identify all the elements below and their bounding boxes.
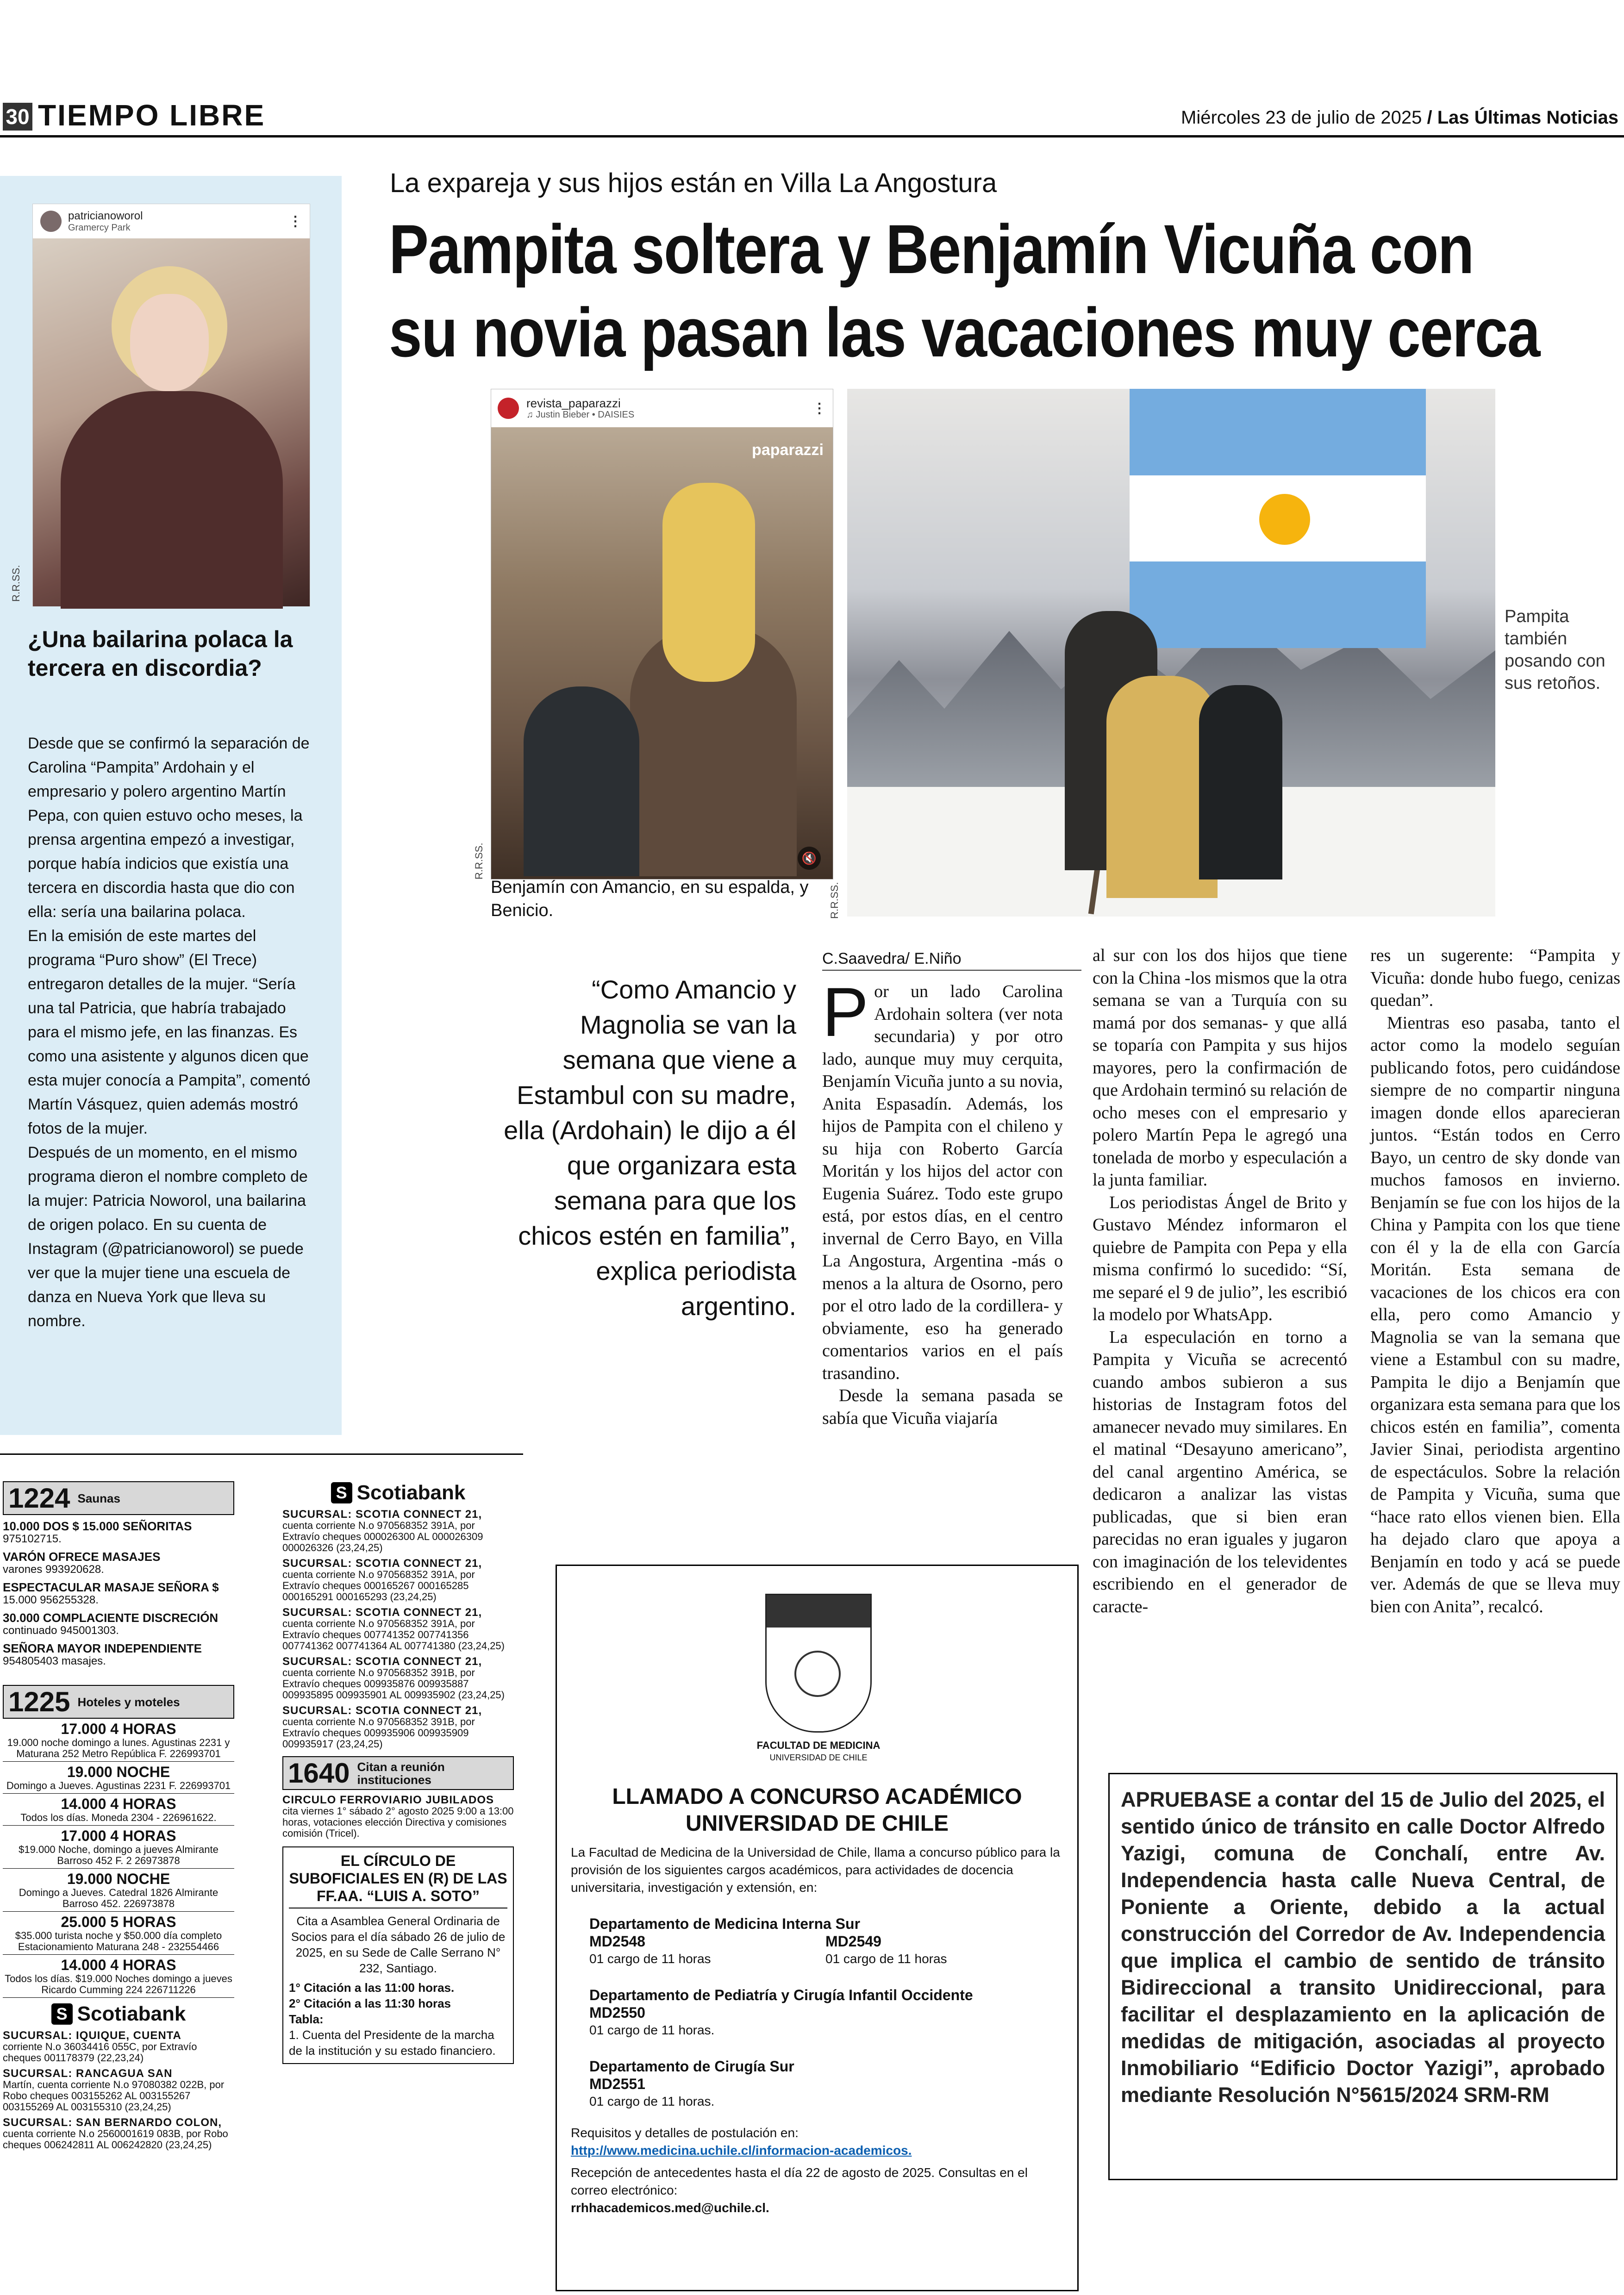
agenda-item: 1. Cuenta del Presidente de la marcha de la institución y su estado financiero. <box>289 2028 496 2058</box>
instagram-post-patricia <box>32 204 310 606</box>
scotiabank-icon: S <box>331 1482 352 1503</box>
instagram-post-paparazzi <box>491 389 833 879</box>
hotel-item: 19.000 NOCHE Domingo a Jueves. Catedral 1826 Almirante Barroso 452. 226973878 <box>3 1869 234 1912</box>
category-label: Citan a reunión instituciones <box>357 1759 445 1787</box>
photo-credit: R.R.SS. <box>829 882 840 919</box>
sidebar-title: ¿Una bailarina polaca la tercera en discordia? <box>28 626 293 681</box>
newspaper-name: Las Últimas Noticias <box>1437 107 1618 128</box>
issue-date: Miércoles 23 de julio de 2025 <box>1181 107 1422 128</box>
contact-email[interactable]: rrhhacademicos.med@uchile.cl. <box>571 2201 769 2215</box>
hotel-item: 14.000 4 HORAS Todos los días. $19.000 Noches domingo a jueves Ricardo Cumming 224 226711226 <box>3 1955 234 1998</box>
position-code: MD2551 <box>589 2076 645 2092</box>
hotel-item: 17.000 4 HORAS 19.000 noche domingo a lunes. Agustinas 2231 y Maturana 252 Metro República F. 226993701 <box>3 1719 234 1762</box>
bank-notice: SUCURSAL: SCOTIA CONNECT 21, cuenta corriente N.o 970568352 391A, por Extravío cheques 000165267 000165285 000165291 000165293 (23,24,25) <box>282 1557 482 1603</box>
avatar <box>40 211 62 232</box>
department: Departamento de Cirugía Sur <box>589 2058 794 2075</box>
category-header <box>3 1685 234 1719</box>
article-paragraph: Mientras eso pasaba, tanto el actor como la modelo seguían publicando fotos, pero cuidándose siempre de no compartir ninguna imagen donde ellos aparecieran juntos. “Están todos en Cerro Bayo, un centro de sky donde van muchos famosos en invierno. Benjamín se fue con los hijos de la China y Pampita con los que tiene con él y la de ella con García Moritán. Esta semana de vacaciones de los chicos era con ella, pero como Amancio y Magnolia se van la semana que viene a Estambul con su madre, Pampita le dijo a Benjamín que organizara esta semana para que los chicos estén en familia”, comenta Javier Sinai, periodista argentino de espectáculos. Sobre la relación de Pampita y Vicuña, suma que “hace rato ellos vienen bien. Ella ha dejado claro que apoya a Benjamín en todo y acá se puede ver. Además de que se lleva muy bien con Anita”, recalcó. <box>1370 1013 1620 1616</box>
scotiabank-logo: S Scotiabank <box>282 1481 514 1504</box>
headline-line: su novia pasan las vacaciones muy cerca <box>389 293 1540 371</box>
category-header <box>282 1756 514 1790</box>
position-detail: 01 cargo de 11 horas <box>589 1952 711 1966</box>
article-paragraph: res un sugerente: “Pampita y Vicuña: donde hubo fuego, cenizas quedan”. <box>1370 946 1620 1010</box>
more-options-icon: ⋮ <box>812 400 826 416</box>
faculty-crest-icon <box>765 1594 872 1733</box>
classified-item: SEÑORA MAYOR INDEPENDIENTE 954805403 masajes. <box>3 1641 202 1667</box>
article-kicker: La expareja y sus hijos están en Villa La Angostura <box>390 168 997 198</box>
category-number: 1225 <box>8 1686 70 1717</box>
vicuna-kids-photo <box>491 427 833 879</box>
agenda-label: Tabla: <box>289 2012 324 2026</box>
citation-1: 1° Citación a las 11:00 horas. <box>289 1981 455 1995</box>
patricia-photo <box>33 238 310 606</box>
byline: C.Saavedra/ E.Niño <box>822 950 1081 971</box>
header-rule <box>0 135 1624 137</box>
sidebar-paragraph: Después de un momento, en el mismo programa dieron el nombre completo de la mujer: Patricia Noworol, una bailarina de origen polaco. En su cuenta de Instagram (@patricianoworol) se puede ver que la mujer tiene una escuela de danza en Nueva York que lleva su nombre. <box>28 1144 308 1330</box>
classified-right-column <box>282 1481 514 2064</box>
hotel-item: 19.000 NOCHE Domingo a Jueves. Agustinas 2231 F. 226993701 <box>3 1762 234 1794</box>
dateline <box>1181 107 1618 128</box>
suboficiales-notice <box>282 1846 514 2064</box>
bank-notice: SUCURSAL: SCOTIA CONNECT 21, cuenta corriente N.o 970568352 391B, por Extravío cheques 009935876 009935887 009935895 009935901 AL 009935902 (23,24,25) <box>282 1655 505 1701</box>
sidebar-body <box>28 731 315 1333</box>
avatar <box>498 398 519 419</box>
category-header <box>3 1481 234 1515</box>
photo-credit: R.R.SS. <box>473 842 485 879</box>
requirements-label: Requisitos y detalles de postulación en: <box>571 2126 799 2140</box>
position-code: MD2548 <box>589 1933 645 1950</box>
bank-notice: SUCURSAL: SCOTIA CONNECT 21, cuenta corriente N.o 970568352 391A, por Extravío cheques 000026300 AL 000026309 000026326 (23,24,25) <box>282 1508 483 1553</box>
position-code: MD2550 <box>589 2004 645 2021</box>
watermark: paparazzi <box>752 441 824 459</box>
classified-1225 <box>3 1685 234 2155</box>
dateline-slash: / <box>1427 107 1432 128</box>
position-code: MD2549 <box>825 1933 881 1950</box>
position-detail: 01 cargo de 11 horas <box>825 1952 947 1966</box>
position-detail: 01 cargo de 11 horas. <box>589 2094 715 2108</box>
post-handle: revista_paparazzi <box>526 396 621 410</box>
mute-icon: 🔇 <box>798 847 821 870</box>
category-number: 1640 <box>288 1758 350 1789</box>
article-paragraph: or un lado Carolina Ardohain soltera (ver nota secundaria) y por otro lado, aunque muy muy cerquita, Benjamín Vicuña junto a su novia, Anita Espasadín. Además, los hijos de Pampita con el chileno y su hija con Roberto García Moritán y los hijos del actor con Eugenia Suárez. Todo este grupo está, por estos días, en el centro invernal de Cerro Bayo, en Villa La Angostura, Argentina -más o menos a la altura de Osorno, pero por el otro lado de la cordillera- y obviamente, eso ha generado comentarios varios en el país trasandino. <box>822 982 1063 1383</box>
classified-item: VARÓN OFRECE MASAJES varones 993920628. <box>3 1550 161 1576</box>
category-label: Hoteles y moteles <box>77 1695 180 1709</box>
post-music: ♫ Justin Bieber • DAISIES <box>526 409 635 420</box>
citation-2: 2° Citación a las 11:30 horas <box>289 1996 451 2010</box>
bank-notice: SUCURSAL: SCOTIA CONNECT 21, cuenta corriente N.o 970568352 391A, por Extravío cheques 007741352 007741356 007741362 007741364 AL 007741380 (23,24,25) <box>282 1606 505 1652</box>
traffic-notice: APRUEBASE a contar del 15 de Julio del 2025, el sentido único de tránsito en calle Doctor Alfredo Yazigi, comuna de Conchalí, entre Av. Independencia hasta calle Nueva Central, de Poniente a Oriente, debido a la actual construcción del Corredor de Av. Independencia que implica el cambio de sentido de tránsito Bidireccional a transito Unidireccional, para facilitar el desplazamiento en la aplicación de medidas de mitigación, asociadas al proyecto Inmobiliario “Edificio Doctor Yazigi”, aprobado mediante Resolución N°5615/2024 SRM-RM <box>1108 1773 1618 2180</box>
article-paragraph: Desde la semana pasada se sabía que Vicuña viajaría <box>822 1386 1063 1428</box>
ad-body <box>571 1844 1066 2217</box>
crest-label: FACULTAD DE MEDICINA UNIVERSIDAD DE CHILE <box>756 1740 881 1762</box>
category-label: Saunas <box>77 1491 120 1505</box>
photo-caption: Benjamín con Amancio, en su espalda, y Benicio. <box>491 878 809 920</box>
category-number: 1224 <box>8 1483 70 1514</box>
bank-notice: SUCURSAL: SCOTIA CONNECT 21, cuenta corriente N.o 970568352 391B, por Extravío cheques 009935906 009935909 009935917 (23,24,25) <box>282 1704 482 1750</box>
article-paragraph: Los periodistas Ángel de Brito y Gustavo Méndez informaron el quiebre de Pampita con Pepa y ella misma confirmó lo sucedido: “Sí, me separé el 9 de julio”, les escribió la modelo por WhatsApp. <box>1093 1192 1347 1324</box>
classified-item: 30.000 COMPLACIENTE DISCRECIÓN continuado 945001303. <box>3 1611 219 1637</box>
sidebar-paragraph: Desde que se confirmó la separación de Carolina “Pampita” Ardohain y el empresario y polero argentino Martín Pepa, con quien estuvo ocho meses, la prensa argentina empezó a investigar, porque había indicios que existía una tercera en discordia hasta que dio con ella: sería una bailarina polaca. <box>28 735 310 921</box>
classified-item: 10.000 DOS $ 15.000 SEÑORITAS 975102715. <box>3 1519 192 1545</box>
page-number: 30 <box>3 103 32 131</box>
hotel-item: 17.000 4 HORAS $19.000 Noche, domingo a jueves Almirante Barroso 452 F. 2 26973878 <box>3 1826 234 1869</box>
pampita-flag-photo <box>847 389 1495 917</box>
classified-item: ESPECTACULAR MASAJE SEÑORA $ 15.000 956255328. <box>3 1580 219 1606</box>
article-column-3 <box>1370 944 1620 1618</box>
university-ad <box>556 1565 1079 2291</box>
scotiabank-logo: S Scotiabank <box>3 2002 234 2026</box>
photo-caption: Pampita también posando con sus retoños. <box>1505 607 1605 693</box>
drop-cap: P <box>822 973 869 1051</box>
notice-title: EL CÍRCULO DE SUBOFICIALES EN (R) DE LAS FF.AA. “LUIS A. SOTO” <box>289 1852 507 1908</box>
ad-intro: La Facultad de Medicina de la Universidad de Chile, llama a concurso público para la provisión de los siguientes cargos académicos, para actividades de docencia universitaria, investigación y extensión, en: <box>571 1845 1060 1895</box>
article-paragraph: al sur con los dos hijos que tiene con la China -los mismos que la otra semana se van a Turquía con su mamá por dos semanas- y que allá se toparía con Pampita y sus hijos mayores, pero la confirmación de que Ardohain terminó su relación de ocho meses con el empresario y polero Martín Pepa le agregó una tonelada de morbo y especulación a la junta familiar. <box>1093 946 1347 1190</box>
post-header <box>491 389 833 427</box>
pull-quote: “Como Amancio y Magnolia se van la semana que viene a Estambul con su madre, ella (Ardohain) le dijo a él que organizara esta semana para que los chicos estén en familia”, explica periodista argentino. <box>504 975 796 1321</box>
post-location: Gramercy Park <box>68 222 131 233</box>
post-header <box>33 204 310 238</box>
bank-notice: SUCURSAL: RANCAGUA SAN Martín, cuenta corriente N.o 97080382 022B, por Robo cheques 003155262 AL 003155267 003155269 AL 003155310 (23,24,25) <box>3 2067 225 2113</box>
article-column-1 <box>822 973 1063 1429</box>
reception-note: Recepción de antecedentes hasta el día 22 de agosto de 2025. Consultas en el correo electrónico: <box>571 2165 1028 2197</box>
article-column-2 <box>1093 944 1347 1618</box>
scotiabank-icon: S <box>51 2003 73 2025</box>
hotel-item: 25.000 5 HORAS $35.000 turista noche y $50.000 día completo Estacionamiento Maturana 248 - 232554466 <box>3 1912 234 1955</box>
section-title: TIEMPO LIBRE <box>38 99 266 132</box>
bank-notice: SUCURSAL: IQUIQUE, CUENTA corriente N.o 36034416 055C, por Extravío cheques 001178379 (22,23,24) <box>3 2029 197 2064</box>
hotel-item: 14.000 4 HORAS Todos los días. Moneda 2304 - 226961622. <box>3 1794 234 1826</box>
classifieds-rule <box>0 1453 523 1455</box>
department: Departamento de Medicina Interna Sur <box>589 1915 861 1932</box>
position-detail: 01 cargo de 11 horas. <box>589 2023 715 2037</box>
photo-credit: R.R.SS. <box>10 565 22 602</box>
sidebar-paragraph: En la emisión de este martes del programa “Puro show” (El Trece) entregaron detalles de la mujer. “Sería una tal Patricia, que habría trabajado para el mismo jefe, en las finanzas. Es como una asistente y algunos dicen que esta mujer conocía a Pampita”, comentó Martín Vásquez, quien además mostró fotos de la mujer. <box>28 927 311 1137</box>
headline-line: Pampita soltera y Benjamín Vicuña con <box>389 210 1474 288</box>
info-link[interactable]: http://www.medicina.uchile.cl/informacion-academicos. <box>571 2143 912 2158</box>
more-options-icon: ⋮ <box>288 213 302 229</box>
article-headline <box>389 207 1540 374</box>
meeting-notice: CIRCULO FERROVIARIO JUBILADOS cita viernes 1° sábado 2° agosto 2025 9:00 a 13:00 horas, votaciones elección Directiva y comisiones comisión (Tricel). <box>282 1794 514 1839</box>
post-handle: patricianoworol <box>68 209 143 222</box>
department: Departamento de Pediatría y Cirugía Infantil Occidente <box>589 1987 973 2003</box>
argentina-flag <box>1130 389 1426 648</box>
notice-intro: Cita a Asamblea General Ordinaria de Socios para el día sábado 26 de julio de 2025, en su Sede de Calle Serrano N° 232, Santiago. <box>291 1914 506 1975</box>
classified-1224 <box>3 1481 234 1672</box>
article-paragraph: La especulación en torno a Pampita y Vicuña se acrecentó cuando ambos subieron a sus historias de Instagram fotos del amanecer nevado muy similares. En el matinal “Desayuno americano”, del canal argentino América, se dedicaron a analizar las vistas publicadas, que si bien eran parecidas no eran iguales y jugaron con imaginación de los televidentes escribiendo en el generador de caracte- <box>1093 1327 1347 1616</box>
ad-title: LLAMADO A CONCURSO ACADÉMICO UNIVERSIDAD DE CHILE <box>612 1784 1022 1836</box>
bank-notice: SUCURSAL: SAN BERNARDO COLON, cuenta corriente N.o 2560001619 083B, por Robo cheques 006242811 AL 006242820 (23,24,25) <box>3 2116 228 2151</box>
